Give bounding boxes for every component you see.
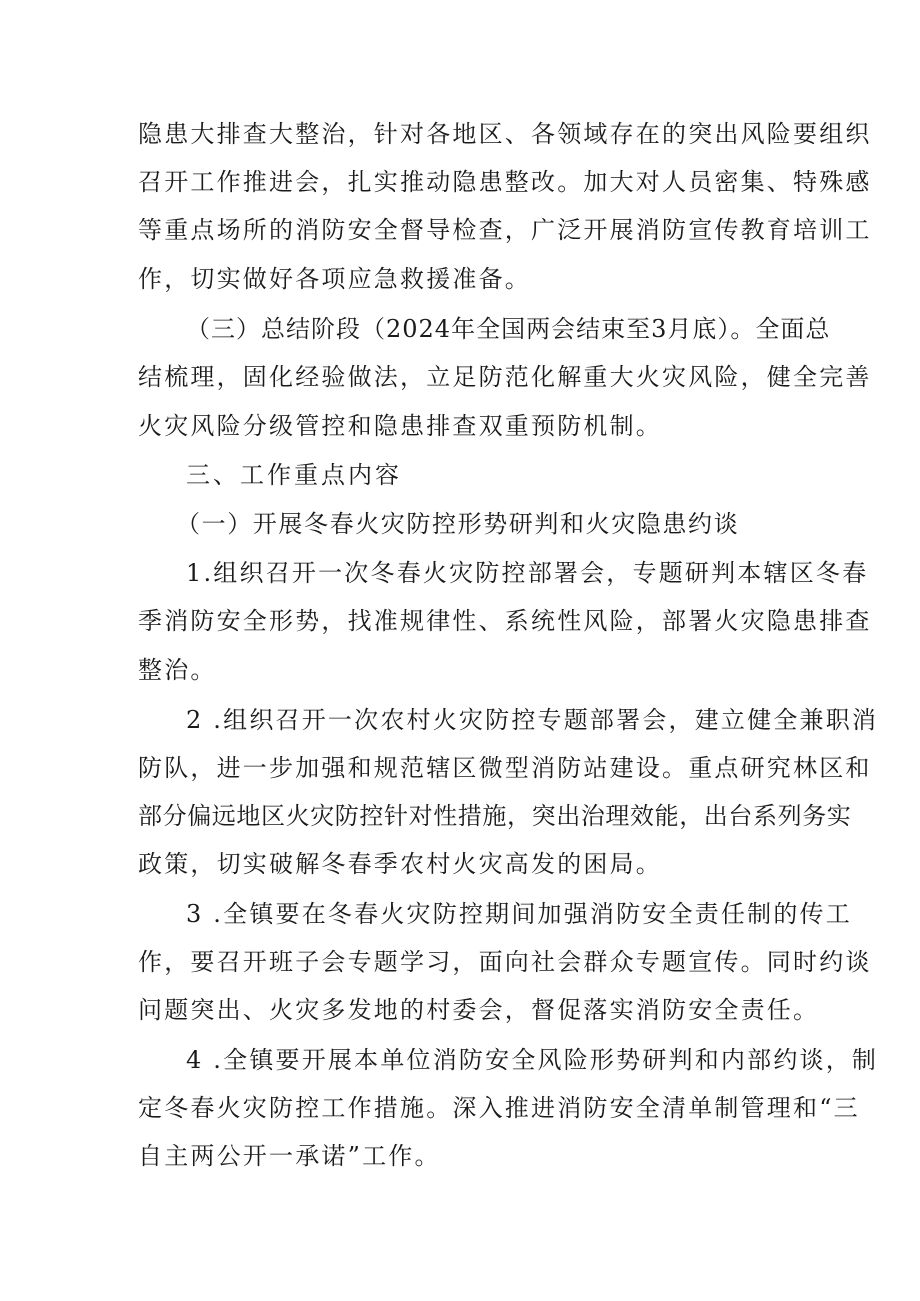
body-text-line: 防队，进一步加强和规范辖区微型消防站建设。重点研究林区和	[138, 754, 872, 782]
body-text-line: 隐患大排查大整治，针对各地区、各领域存在的突出风险要组织	[138, 120, 872, 148]
body-text-line: 季消防安全形势，找准规律性、系统性风险，部署火灾隐患排查	[138, 607, 872, 635]
body-text-line: 作，要召开班子会专题学习，面向社会群众专题宣传。同时约谈	[138, 948, 872, 976]
body-text-line: 等重点场所的消防安全督导检查，广泛开展消防宣传教育培训工	[138, 216, 872, 244]
body-text-line: 整治。	[138, 656, 217, 684]
numbered-item-start: 3 .全镇要在冬春火灾防控期间加强消防安全责任制的传工	[186, 900, 852, 928]
body-text-line: 部分偏远地区火灾防控针对性措施，突出治理效能，出台系列务实	[138, 802, 852, 830]
body-text-line: 定冬春火灾防控工作措施。深入推进消防安全清单制管理和“三	[138, 1094, 860, 1122]
body-text-line: 政策，切实破解冬春季农村火灾高发的困局。	[138, 850, 662, 878]
body-text-line: 召开工作推进会，扎实推动隐患整改。加大对人员密集、特殊感	[138, 168, 872, 196]
numbered-item-start: 4 .全镇要开展本单位消防安全风险形势研判和内部约谈，制	[186, 1046, 879, 1074]
section-heading: 三、工作重点内容	[186, 461, 402, 489]
body-text-line: 问题突出、火灾多发地的村委会，督促落实消防安全责任。	[138, 996, 820, 1024]
numbered-item-start: 1.组织召开一次冬春火灾防控部署会，专题研判本辖区冬春	[186, 559, 869, 587]
numbered-item-start: 2 .组织召开一次农村火灾防控专题部署会，建立健全兼职消	[186, 706, 879, 734]
body-text-line: 自主两公开一承诺”工作。	[138, 1142, 441, 1170]
body-text-line: 结梳理，固化经验做法，立足防范化解重大火灾风险，健全完善	[138, 363, 872, 391]
subsection-heading: （一）开展冬春火灾防控形势研判和火灾隐患约谈	[176, 510, 740, 538]
body-text-line: 火灾风险分级管控和隐患排查双重预防机制。	[138, 412, 662, 440]
section-paragraph-start: （三）总结阶段（2024年全国两会结束至3月底）。全面总	[186, 315, 831, 343]
body-text-line: 作，切实做好各项应急救援准备。	[138, 265, 531, 293]
